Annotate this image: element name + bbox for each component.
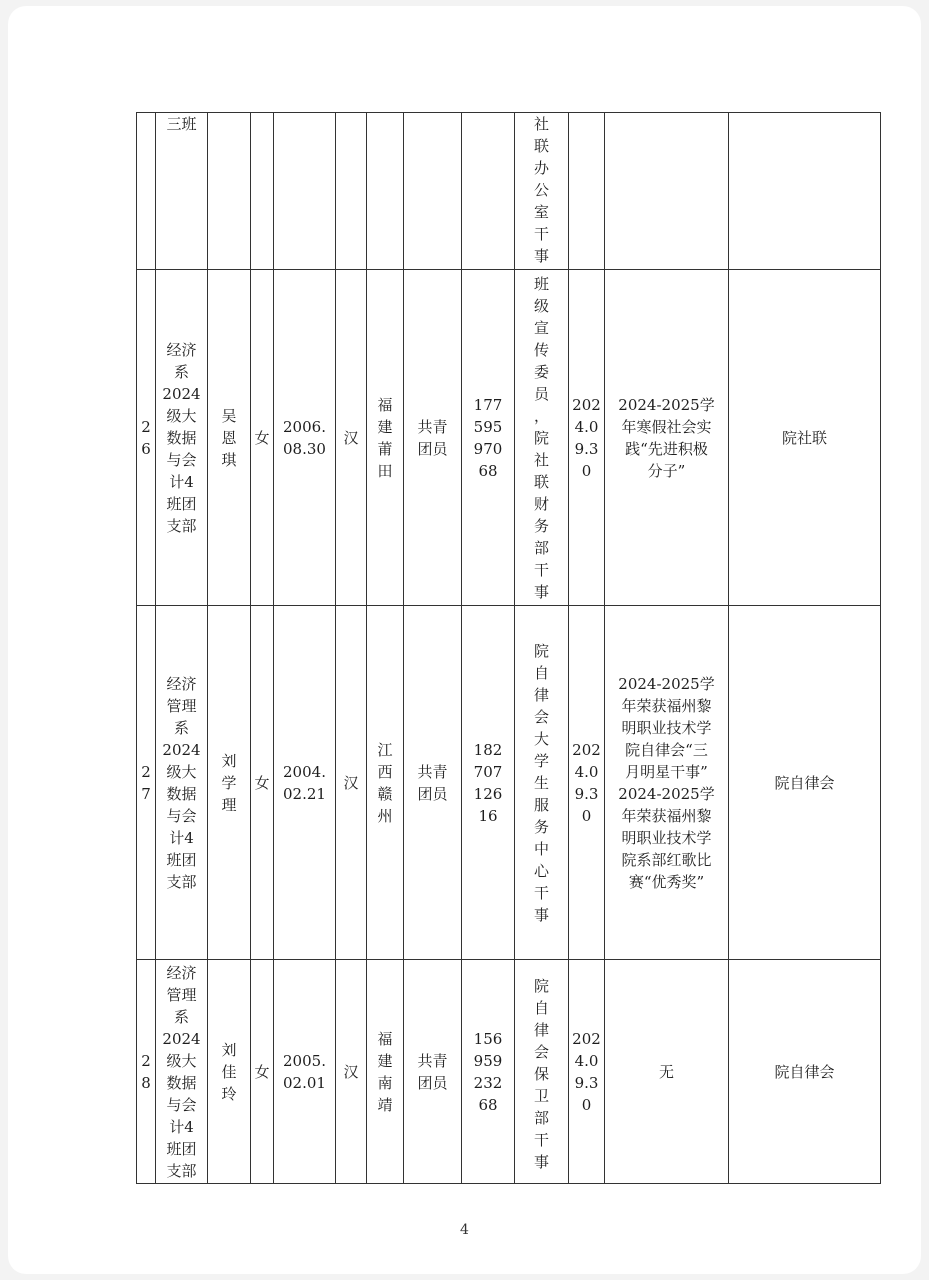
cell-unit: 经济 管理 系 2024 级大 数据 与会 计4 班团 支部	[156, 606, 208, 960]
cell-unit: 三班	[156, 113, 208, 270]
cell-name	[208, 113, 251, 270]
cell-birth: 2004. 02.21	[274, 606, 336, 960]
cell-political: 共青 团员	[404, 960, 462, 1184]
cell-unit: 经济 系 2024 级大 数据 与会 计4 班团 支部	[156, 270, 208, 606]
cell-date: 202 4.0 9.3 0	[569, 270, 605, 606]
cell-ethnicity: 汉	[336, 606, 367, 960]
cell-number: 2 7	[137, 606, 156, 960]
cell-origin	[367, 113, 404, 270]
table-row	[137, 960, 881, 1184]
cell-department	[729, 113, 881, 270]
cell-origin: 福 建 莆 田	[367, 270, 404, 606]
cell-position: 社 联 办 公 室 干 事	[515, 113, 569, 270]
table-row	[137, 606, 881, 960]
cell-position: 班 级 宣 传 委 员 ， 院 社 联 财 务 部 干 事	[515, 270, 569, 606]
cell-name: 吴 恩 琪	[208, 270, 251, 606]
cell-number	[137, 113, 156, 270]
cell-gender: 女	[251, 606, 274, 960]
cell-awards: 2024-2025学 年荣获福州黎 明职业技术学 院自律会“三 月明星干事” 2024-2025学 年荣获福州黎 明职业技术学 院系部红歌比 赛“优秀奖”	[605, 606, 729, 960]
cell-political: 共青 团员	[404, 606, 462, 960]
cell-number: 2 6	[137, 270, 156, 606]
cell-number: 2 8	[137, 960, 156, 1184]
cell-birth: 2005. 02.01	[274, 960, 336, 1184]
cell-awards: 无	[605, 960, 729, 1184]
cell-phone	[462, 113, 515, 270]
cell-position: 院 自 律 会 保 卫 部 干 事	[515, 960, 569, 1184]
cell-phone: 177 595 970 68	[462, 270, 515, 606]
cell-department: 院自律会	[729, 960, 881, 1184]
cell-date: 202 4.0 9.3 0	[569, 960, 605, 1184]
cell-name: 刘 学 理	[208, 606, 251, 960]
page-number: 4	[460, 1222, 469, 1238]
cell-political	[404, 113, 462, 270]
table-row	[137, 270, 881, 606]
cell-date	[569, 113, 605, 270]
cell-department: 院自律会	[729, 606, 881, 960]
cell-phone: 182 707 126 16	[462, 606, 515, 960]
cell-phone: 156 959 232 68	[462, 960, 515, 1184]
cell-ethnicity: 汉	[336, 270, 367, 606]
roster-table	[136, 112, 881, 1184]
cell-name: 刘 佳 玲	[208, 960, 251, 1184]
cell-ethnicity	[336, 113, 367, 270]
cell-awards: 2024-2025学 年寒假社会实 践“先进积极 分子”	[605, 270, 729, 606]
table-row	[137, 113, 881, 270]
cell-ethnicity: 汉	[336, 960, 367, 1184]
cell-gender: 女	[251, 270, 274, 606]
cell-department: 院社联	[729, 270, 881, 606]
cell-origin: 江 西 赣 州	[367, 606, 404, 960]
cell-gender: 女	[251, 960, 274, 1184]
cell-birth: 2006. 08.30	[274, 270, 336, 606]
cell-origin: 福 建 南 靖	[367, 960, 404, 1184]
cell-political: 共青 团员	[404, 270, 462, 606]
cell-unit: 经济 管理 系 2024 级大 数据 与会 计4 班团 支部	[156, 960, 208, 1184]
cell-awards	[605, 113, 729, 270]
cell-date: 202 4.0 9.3 0	[569, 606, 605, 960]
cell-position: 院 自 律 会 大 学 生 服 务 中 心 干 事	[515, 606, 569, 960]
cell-birth	[274, 113, 336, 270]
cell-gender	[251, 113, 274, 270]
